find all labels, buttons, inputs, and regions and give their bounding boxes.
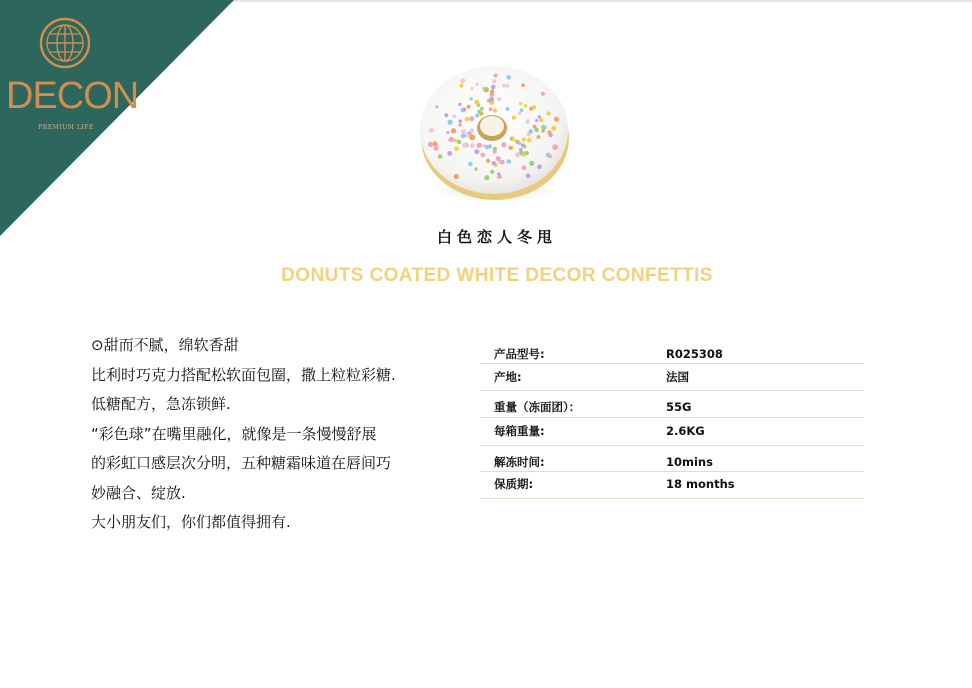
sprinkle bbox=[537, 135, 541, 139]
sprinkle bbox=[551, 126, 556, 131]
spec-value: 法国 bbox=[666, 370, 689, 384]
sprinkle bbox=[438, 154, 443, 159]
sprinkle bbox=[444, 113, 448, 117]
sprinkle bbox=[470, 97, 473, 100]
sprinkle bbox=[474, 100, 479, 105]
sprinkle bbox=[448, 120, 453, 125]
description-line: 比利时巧克力搭配松软面包圈，撒上粒粒彩糖. bbox=[91, 365, 396, 384]
sprinkle bbox=[451, 128, 456, 133]
product-title-cn: 白色恋人冬甩 bbox=[436, 228, 557, 246]
sprinkle bbox=[474, 167, 477, 170]
sprinkle bbox=[519, 102, 522, 105]
sprinkle bbox=[477, 110, 481, 114]
sprinkle bbox=[453, 115, 457, 119]
spec-value: 18 months bbox=[666, 477, 735, 491]
sprinkle bbox=[520, 108, 524, 112]
brand-tagline: PREMIUM LIFE bbox=[38, 124, 94, 131]
sprinkle bbox=[468, 162, 473, 167]
sprinkle bbox=[518, 141, 522, 145]
spec-value: 2.6KG bbox=[666, 424, 705, 438]
spec-label: 产地: bbox=[494, 370, 522, 384]
sprinkle bbox=[526, 120, 530, 124]
description-line: 低糖配方，急冻锁鲜. bbox=[91, 395, 231, 413]
sprinkle bbox=[496, 156, 501, 161]
sprinkle bbox=[460, 78, 465, 83]
sprinkle bbox=[541, 129, 544, 132]
sprinkle bbox=[469, 116, 474, 121]
sprinkle bbox=[475, 83, 478, 86]
sprinkle bbox=[458, 123, 461, 126]
sprinkle bbox=[434, 146, 439, 151]
spec-label: 每箱重量: bbox=[494, 424, 545, 438]
spec-label: 重量（冻面团）： bbox=[494, 400, 581, 414]
sprinkle bbox=[522, 137, 526, 141]
spec-label: 保质期: bbox=[494, 477, 534, 491]
spec-label: 解冻时间: bbox=[494, 455, 545, 469]
sprinkle bbox=[454, 174, 459, 179]
sprinkle bbox=[552, 144, 558, 150]
sprinkle bbox=[529, 161, 534, 166]
spec-row bbox=[480, 342, 864, 364]
sprinkle bbox=[480, 107, 484, 111]
sprinkle bbox=[524, 104, 528, 108]
sprinkle bbox=[515, 152, 520, 157]
sprinkle bbox=[519, 148, 522, 151]
sprinkle bbox=[497, 97, 501, 101]
sprinkle bbox=[470, 87, 473, 90]
sprinkle bbox=[487, 99, 490, 102]
sprinkle bbox=[447, 151, 452, 156]
sprinkle bbox=[428, 142, 433, 147]
description-line: 大小朋友们，你们都值得拥有. bbox=[91, 513, 291, 531]
sprinkle bbox=[435, 105, 438, 108]
sprinkle bbox=[457, 140, 461, 144]
sprinkle bbox=[463, 108, 466, 111]
sprinkle bbox=[460, 84, 464, 88]
sprinkle bbox=[554, 117, 559, 122]
sprinkle bbox=[493, 73, 497, 77]
sprinkle bbox=[467, 105, 471, 109]
sprinkle bbox=[492, 79, 496, 83]
sprinkle bbox=[492, 161, 496, 165]
sprinkle bbox=[541, 92, 545, 96]
sprinkle bbox=[465, 117, 470, 122]
spec-row bbox=[480, 472, 864, 499]
sprinkle bbox=[518, 112, 521, 115]
product-title-en: DONUTS COATED WHITE DECOR CONFETTIS bbox=[281, 265, 713, 286]
sprinkle bbox=[509, 146, 513, 150]
sprinkle bbox=[466, 133, 470, 137]
sprinkle bbox=[535, 119, 538, 122]
spec-row bbox=[480, 391, 864, 418]
spec-row bbox=[480, 446, 864, 472]
sprinkle bbox=[548, 154, 552, 158]
brand-corner-banner bbox=[0, 0, 240, 240]
donut-product-image bbox=[414, 58, 576, 206]
description-line: 的彩虹口感层次分明，五种糖霜味道在唇间巧 bbox=[91, 454, 392, 472]
sprinkle bbox=[528, 129, 533, 134]
spec-row bbox=[480, 418, 864, 446]
sprinkle bbox=[549, 133, 553, 137]
sprinkle bbox=[490, 170, 494, 174]
sprinkle bbox=[501, 142, 506, 147]
sprinkle bbox=[527, 138, 531, 142]
sprinkle bbox=[526, 174, 531, 179]
sprinkle bbox=[499, 161, 502, 164]
sprinkle bbox=[498, 175, 502, 179]
sprinkle bbox=[543, 126, 547, 130]
sprinkle bbox=[506, 75, 511, 80]
globe-monogram-icon bbox=[38, 16, 92, 70]
sprinkle bbox=[488, 144, 492, 148]
sprinkle bbox=[469, 129, 473, 133]
sprinkle bbox=[470, 143, 475, 148]
sprinkle bbox=[475, 114, 479, 118]
sprinkle bbox=[486, 159, 490, 163]
sprinkle bbox=[433, 141, 436, 144]
spec-label: 产品型号: bbox=[494, 347, 545, 361]
product-description bbox=[91, 331, 451, 538]
sprinkle bbox=[493, 150, 497, 154]
spec-table bbox=[480, 342, 864, 499]
sprinkle bbox=[506, 107, 510, 111]
sprinkle bbox=[481, 153, 485, 157]
sprinkle bbox=[522, 165, 527, 170]
sprinkle bbox=[505, 84, 509, 88]
description-line: “彩色球”在嘴里融化，就像是一条慢慢舒展 bbox=[91, 424, 377, 443]
brand-name: DECON bbox=[6, 75, 139, 117]
description-line: 妙融合、绽放. bbox=[91, 483, 186, 502]
sprinkle bbox=[507, 159, 512, 164]
sprinkle bbox=[470, 135, 476, 141]
sprinkle bbox=[493, 108, 497, 112]
sprinkle bbox=[482, 144, 485, 147]
sprinkle bbox=[477, 143, 482, 148]
spec-value: R025308 bbox=[666, 347, 723, 361]
sprinkle bbox=[429, 128, 434, 133]
sprinkle bbox=[483, 87, 489, 93]
sprinkle bbox=[512, 138, 516, 142]
spec-value: 10mins bbox=[666, 455, 713, 469]
sprinkle bbox=[512, 116, 516, 120]
sprinkle bbox=[462, 143, 467, 148]
sprinkle bbox=[532, 105, 536, 109]
sprinkle bbox=[458, 119, 462, 123]
sprinkle bbox=[461, 133, 466, 138]
sprinkle bbox=[458, 103, 461, 106]
sprinkle bbox=[521, 83, 525, 87]
sprinkle bbox=[489, 107, 493, 111]
spec-row bbox=[480, 364, 864, 391]
sprinkle bbox=[525, 151, 529, 155]
sprinkle bbox=[523, 145, 526, 148]
sprinkle bbox=[461, 129, 466, 134]
sprinkle bbox=[449, 137, 454, 142]
sprinkle bbox=[490, 90, 494, 94]
sprinkle bbox=[446, 131, 449, 134]
sprinkle bbox=[537, 164, 542, 169]
spec-value: 55G bbox=[666, 400, 692, 414]
sprinkle bbox=[491, 85, 496, 90]
sprinkle bbox=[454, 139, 458, 143]
sprinkle bbox=[538, 115, 542, 119]
sprinkle bbox=[502, 84, 506, 88]
sprinkle bbox=[535, 128, 539, 132]
sprinkle bbox=[546, 111, 550, 115]
sprinkle bbox=[484, 175, 489, 180]
sprinkle bbox=[474, 149, 479, 154]
sprinkle bbox=[454, 146, 459, 151]
description-line: ⊙甜而不腻，绵软香甜 bbox=[91, 336, 239, 354]
